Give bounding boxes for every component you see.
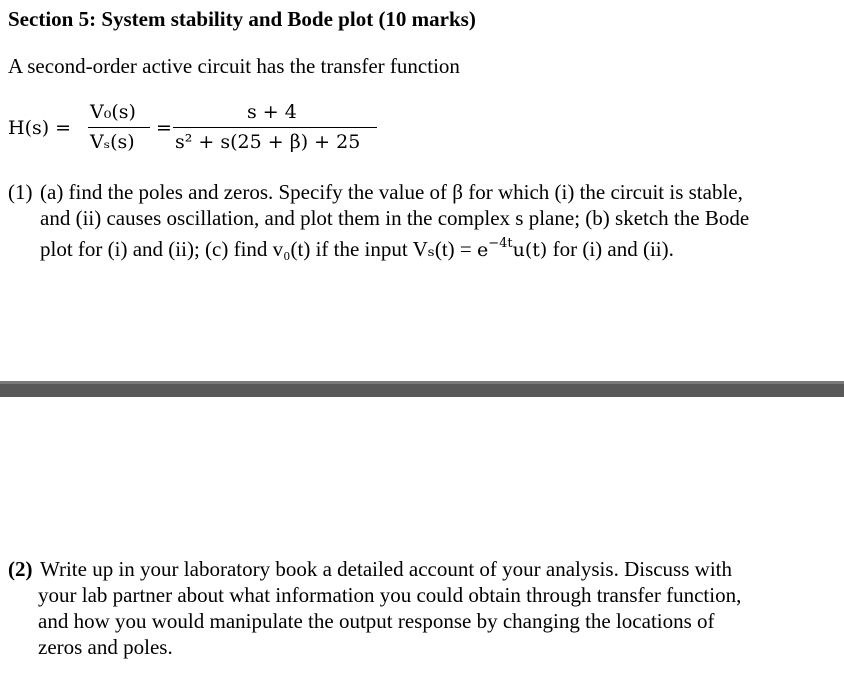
equation-lhs: H(s) =	[8, 117, 72, 139]
equation-equals: =	[156, 117, 172, 139]
question-2-line-1: (2) Write up in your laboratory book a detailed account of your analysis. Discuss with	[8, 557, 732, 581]
fraction2-denominator: s² + s(25 + β) + 25	[175, 131, 361, 153]
question-1-line-1: (1) (a) find the poles and zeros. Specify the value of β for which (i) the circuit is stable,	[8, 180, 743, 204]
fraction2-bar	[173, 127, 377, 128]
fraction2-numerator: s + 4	[247, 101, 297, 123]
fraction1-bar	[88, 127, 150, 128]
question-1-line-3: plot for (i) and (ii); (c) find v₀(t) if the input $V_s(t) = e^{-4t}u(t)$ for (i) and (ii).	[40, 236, 674, 261]
question-1	[8, 179, 749, 263]
section-title: Section 5: System stability and Bode plot (10 marks)	[8, 7, 476, 31]
fraction1-denominator: Vₛ(s)	[90, 131, 135, 153]
question-2-number: (2)	[8, 557, 33, 581]
question-2	[8, 556, 741, 660]
question-1-line-2: and (ii) causes oscillation, and plot them in the complex s plane; (b) sketch the Bode	[40, 206, 750, 230]
intro-text: A second-order active circuit has the transfer function	[8, 54, 460, 78]
question-1-number: (1)	[8, 180, 33, 204]
fraction1-numerator: V₀(s)	[90, 101, 136, 123]
question-2-line-4: zeros and poles.	[38, 635, 173, 659]
question-2-line-2: your lab partner about what information you could obtain through transfer function,	[38, 583, 742, 607]
question-2-line-3: and how you would manipulate the output response by changing the locations of	[38, 609, 715, 633]
page-divider-edge	[0, 381, 844, 384]
